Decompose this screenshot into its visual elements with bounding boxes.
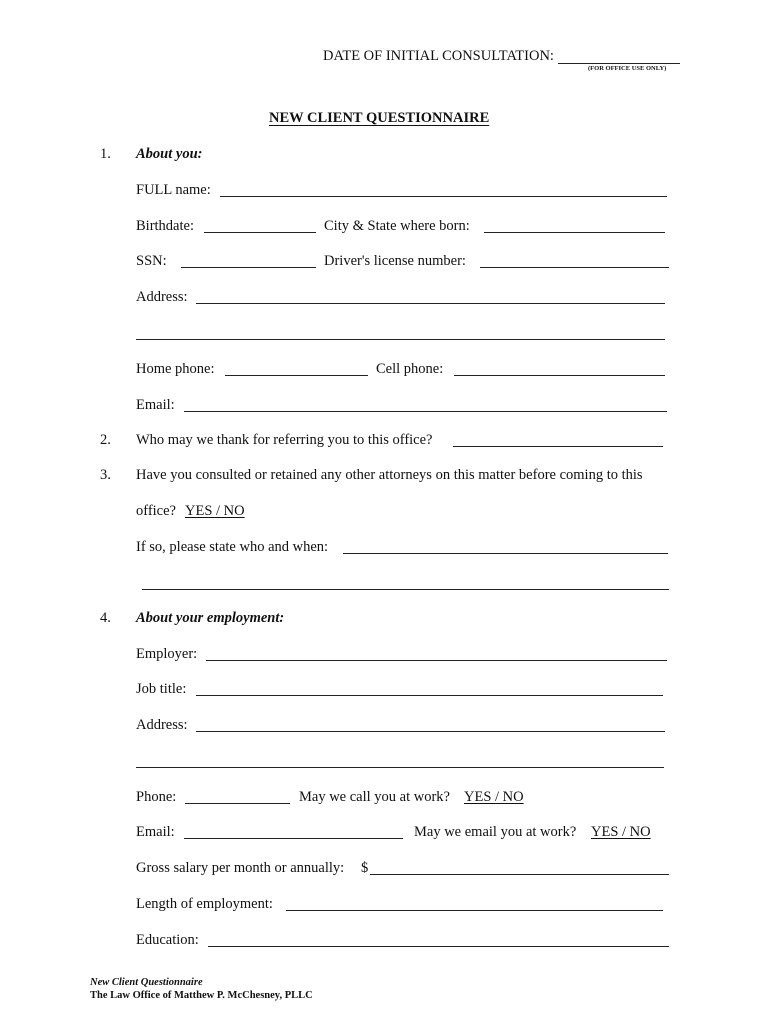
section-number-3: 3.: [100, 467, 111, 483]
job-title-label: Job title:: [136, 681, 187, 697]
drivers-license-label: Driver's license number:: [324, 253, 466, 269]
cell-phone-field[interactable]: [454, 375, 665, 376]
salary-dollar-sign: $: [361, 860, 369, 876]
birthdate-field[interactable]: [204, 232, 316, 233]
job-title-field[interactable]: [196, 695, 663, 696]
referral-field[interactable]: [453, 446, 663, 447]
prior-attorney-question: Have you consulted or retained any other attorneys on this matter before coming to this: [136, 467, 643, 483]
salary-label: Gross salary per month or annually:: [136, 860, 345, 876]
call-at-work-yes-no[interactable]: YES / NO: [464, 789, 524, 805]
employer-address-label: Address:: [136, 717, 188, 733]
address-field-line-1[interactable]: [196, 303, 665, 304]
employer-address-field-1[interactable]: [196, 731, 665, 732]
employment-length-label: Length of employment:: [136, 896, 273, 912]
referral-question: Who may we thank for referring you to this office?: [136, 432, 433, 448]
footer-document-name: New Client Questionnaire: [90, 977, 203, 988]
prior-attorney-yes-no[interactable]: YES / NO: [185, 503, 245, 519]
work-email-label: Email:: [136, 824, 175, 840]
consultation-date-label: DATE OF INITIAL CONSULTATION:: [323, 48, 554, 64]
cell-phone-label: Cell phone:: [376, 361, 444, 377]
employment-length-field[interactable]: [286, 910, 663, 911]
work-email-field[interactable]: [184, 838, 403, 839]
ssn-field[interactable]: [181, 267, 316, 268]
birthplace-label: City & State where born:: [324, 218, 470, 234]
prior-attorney-details-label: If so, please state who and when:: [136, 539, 329, 555]
employer-label: Employer:: [136, 646, 198, 662]
full-name-label: FULL name:: [136, 182, 211, 198]
email-field[interactable]: [184, 411, 667, 412]
education-label: Education:: [136, 932, 199, 948]
section-number-4: 4.: [100, 610, 111, 626]
section-number-1: 1.: [100, 146, 111, 162]
email-label: Email:: [136, 397, 175, 413]
home-phone-field[interactable]: [225, 375, 368, 376]
consultation-date-field[interactable]: [558, 63, 680, 64]
full-name-field[interactable]: [220, 196, 667, 197]
education-field[interactable]: [208, 946, 669, 947]
prior-attorney-question-cont: office?: [136, 503, 176, 519]
office-use-note: (FOR OFFICE USE ONLY): [588, 65, 667, 72]
address-label: Address:: [136, 289, 188, 305]
birthplace-field[interactable]: [484, 232, 665, 233]
work-phone-field[interactable]: [185, 803, 290, 804]
home-phone-label: Home phone:: [136, 361, 215, 377]
work-phone-label: Phone:: [136, 789, 177, 805]
section-heading-employment: About your employment:: [136, 610, 285, 626]
section-heading-about-you: About you:: [136, 146, 203, 162]
call-at-work-question: May we call you at work?: [299, 789, 450, 805]
ssn-label: SSN:: [136, 253, 167, 269]
employer-address-field-2[interactable]: [136, 767, 664, 768]
employer-field[interactable]: [206, 660, 667, 661]
salary-field[interactable]: [370, 874, 669, 875]
footer-firm-name: The Law Office of Matthew P. McChesney, PLLC: [90, 990, 313, 1001]
prior-attorney-details-field-2[interactable]: [142, 589, 669, 590]
drivers-license-field[interactable]: [480, 267, 669, 268]
page-title: NEW CLIENT QUESTIONNAIRE: [269, 110, 490, 126]
birthdate-label: Birthdate:: [136, 218, 194, 234]
prior-attorney-details-field-1[interactable]: [343, 553, 668, 554]
email-at-work-question: May we email you at work?: [414, 824, 577, 840]
email-at-work-yes-no[interactable]: YES / NO: [591, 824, 651, 840]
section-number-2: 2.: [100, 432, 111, 448]
address-field-line-2[interactable]: [136, 339, 665, 340]
